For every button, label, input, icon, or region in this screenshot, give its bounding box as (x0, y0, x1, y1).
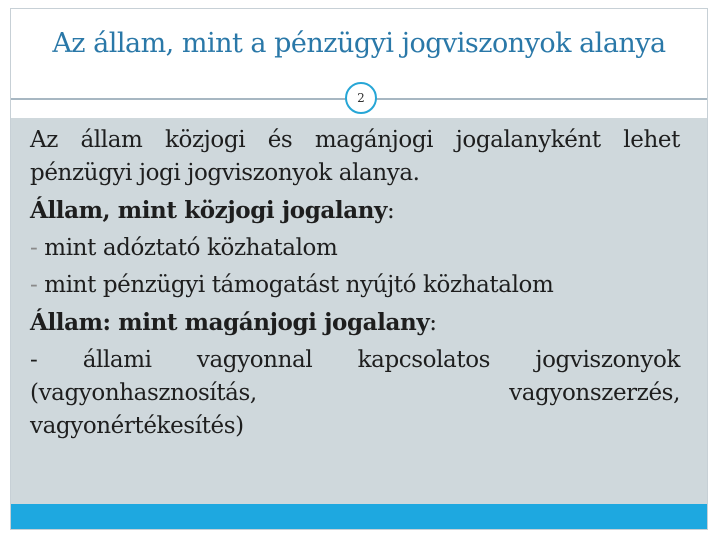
item3-word: vagyonnal (196, 347, 313, 373)
page-number-badge: 2 (345, 82, 377, 114)
heading-public-law-entity (30, 194, 680, 228)
list-item-text: mint pénzügyi támogatást nyújtó közhatalom (44, 272, 554, 298)
intro-word: közjogi (164, 127, 246, 153)
heading-private-law-entity-text: Állam: mint magánjogi jogalany (30, 309, 430, 336)
list-item-text: mint adóztató közhatalom (44, 235, 338, 261)
item3-word: kapcsolatos (357, 347, 491, 373)
footer-bar (11, 504, 707, 529)
slide-title: Az állam, mint a pénzügyi jogviszonyok alanya (52, 28, 666, 59)
item3-word: jogviszonyok (535, 347, 680, 373)
item3-word: állami (82, 347, 152, 373)
intro-word: magánjogi (314, 127, 434, 153)
intro-word: állam (80, 127, 143, 153)
dash-bullet: - (30, 272, 38, 298)
heading-private-law-entity (30, 306, 680, 340)
intro-word: lehet (623, 127, 680, 153)
list-item (30, 269, 680, 302)
intro-word: Az (30, 127, 58, 153)
heading-colon: : (429, 310, 437, 336)
item3-word: - (30, 347, 38, 373)
intro-word: és (267, 127, 293, 153)
list-item (30, 232, 680, 265)
intro-word: jogalanyként (455, 127, 601, 153)
item3-line-3: vagyonértékesítés) (30, 413, 244, 439)
dash-bullet: - (30, 235, 38, 261)
item3-word: (vagyonhasznosítás, (30, 380, 257, 406)
slide-body (30, 124, 680, 443)
item3-word: vagyonszerzés, (509, 380, 680, 406)
heading-colon: : (387, 198, 395, 224)
intro-line-2: pénzügyi jogi jogviszonyok alanya. (30, 160, 420, 186)
item3-line-1 (30, 344, 680, 377)
item3-line-2 (30, 377, 680, 410)
intro-line-1 (30, 124, 680, 157)
heading-public-law-entity-text: Állam, mint közjogi jogalany (30, 197, 388, 224)
